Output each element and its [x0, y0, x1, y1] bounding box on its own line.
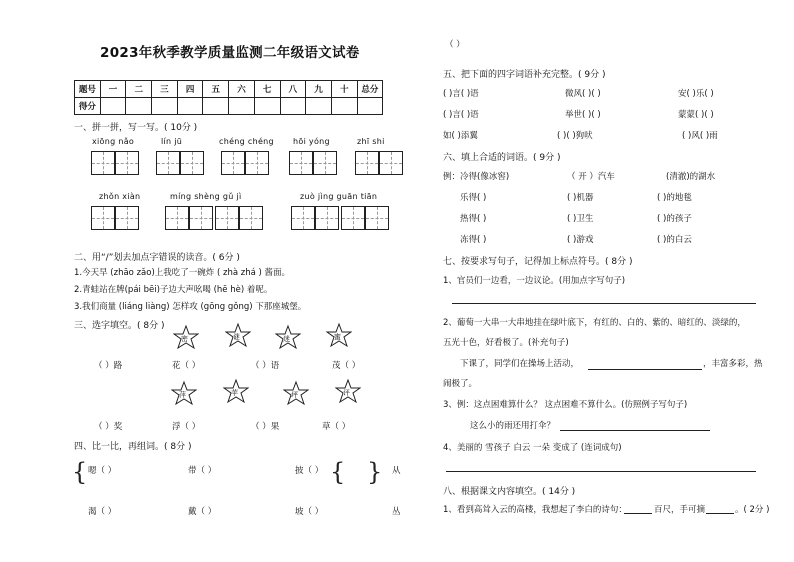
fill-blank[interactable]: 花（ ） — [172, 361, 201, 371]
question-line: 1、看到高耸入云的高楼，我想起了李白的诗句： — [443, 505, 627, 515]
idiom-blank[interactable]: 如( )添翼 — [443, 131, 478, 141]
score-row-label: 得分 — [75, 98, 101, 115]
writing-box[interactable] — [165, 206, 189, 230]
score-header-cell: 总分 — [357, 81, 383, 98]
question-line: 3.我们商量 (liáng liàng) 怎样攻 (gōng gǒng) 下那座城堡。 — [74, 302, 307, 312]
fill-blank[interactable]: 浮（ ） — [172, 422, 201, 432]
score-cell[interactable] — [203, 98, 229, 115]
writing-box[interactable] — [221, 151, 245, 175]
compare-item[interactable]: 戴（ ） — [188, 507, 217, 517]
score-header-cell: 七 — [254, 81, 280, 98]
fill-blank[interactable]: （ ）路 — [94, 361, 123, 371]
score-table — [74, 80, 383, 115]
word-blank[interactable]: ( )的孩子 — [657, 214, 692, 224]
writing-box[interactable] — [289, 151, 313, 175]
word-blank[interactable]: ( )的地毯 — [657, 193, 692, 203]
question-line: 下课了，同学们在操场上活动， — [460, 359, 580, 369]
fill-blank[interactable]: 茂（ ） — [332, 361, 361, 371]
score-header-cell: 十 — [331, 81, 357, 98]
word-blank[interactable]: ( )卫生 — [567, 214, 594, 224]
pinyin-label: lín jū — [161, 137, 183, 146]
writing-box[interactable] — [341, 206, 365, 230]
writing-box[interactable] — [91, 151, 115, 175]
answer-line[interactable] — [706, 513, 734, 514]
writing-box[interactable] — [313, 151, 337, 175]
fill-blank[interactable]: （ ）语 — [251, 361, 280, 371]
compare-item[interactable]: 披（ ） — [295, 466, 324, 476]
example-text: （ 开 ）汽车 — [567, 172, 615, 182]
writing-box[interactable] — [189, 206, 213, 230]
star-char: 迷 — [283, 335, 290, 343]
question-line: 2.青蛙站在牌(pái bēi)子边大声吆喝 (hē hè) 着呢。 — [74, 285, 273, 295]
compare-item: 从 — [392, 466, 401, 476]
fill-blank[interactable]: 草（ ） — [322, 422, 351, 432]
star-char: 坪 — [291, 391, 298, 399]
answer-line[interactable] — [588, 369, 702, 370]
star-char: 谜 — [233, 333, 240, 341]
writing-box[interactable] — [115, 206, 139, 230]
idiom-blank[interactable]: 安( )乐( ) — [678, 89, 714, 99]
question-line: 这么小的雨还用打伞？ — [470, 421, 556, 431]
answer-line[interactable] — [560, 430, 710, 431]
question-line: 闹极了。 — [443, 379, 478, 389]
idiom-blank[interactable]: ( )风( )雨 — [682, 131, 718, 141]
answer-line[interactable] — [446, 471, 756, 472]
score-cell[interactable] — [152, 98, 178, 115]
question-line: 。( 2分 ) — [735, 505, 770, 515]
idiom-blank[interactable]: ( )言( )语 — [443, 110, 479, 120]
star-char: 萍 — [179, 391, 186, 399]
idiom-blank[interactable]: 举世( )( ) — [565, 110, 601, 120]
score-header-cell: 九 — [306, 81, 332, 98]
answer-line[interactable] — [624, 513, 652, 514]
example-text: (清澈)的湖水 — [666, 172, 716, 182]
section-3-heading: 三、选字填空。( 8分 ) — [74, 321, 165, 331]
question-line: ，丰富多彩，热 — [703, 359, 763, 369]
writing-box[interactable] — [239, 206, 263, 230]
score-cell[interactable] — [331, 98, 357, 115]
score-cell[interactable] — [229, 98, 255, 115]
word-blank[interactable]: ( )游戏 — [567, 235, 594, 245]
pinyin-label: hōi yóng — [293, 137, 330, 146]
word-blank[interactable]: ( )机器 — [567, 193, 594, 203]
word-blank[interactable]: 乐得( ) — [460, 193, 487, 203]
score-header-cell: 二 — [126, 81, 152, 98]
fill-blank[interactable]: （ ） — [445, 40, 465, 50]
score-header-cell: 六 — [229, 81, 255, 98]
example-text: 例：冷得(像冰窖) — [443, 172, 510, 182]
question-line: 3、例：这点困难算什么？ 这点困难不算什么。(仿照例子写句子) — [443, 400, 688, 410]
star-char: 苹 — [231, 389, 238, 397]
score-header-cell: 四 — [177, 81, 203, 98]
question-line: 1.今天早 (zhāo zǎo)上我吃了一碗炸 ( zhà zhá ) 酱面。 — [74, 268, 291, 278]
idiom-blank[interactable]: 微风( )( ) — [565, 89, 601, 99]
word-blank[interactable]: 热得( ) — [460, 214, 487, 224]
score-header-cell: 一 — [100, 81, 126, 98]
writing-box[interactable] — [355, 151, 379, 175]
score-cell[interactable] — [357, 98, 383, 115]
star-char: 评 — [343, 389, 350, 397]
word-blank[interactable]: 冻得( ) — [460, 235, 487, 245]
question-line: 2、葡萄一大串一大串地挂在绿叶底下，有红的、白的、紫的、暗红的、淡绿的， — [443, 318, 746, 328]
writing-box[interactable] — [91, 206, 115, 230]
pinyin-label: chéng chéng — [219, 137, 274, 146]
question-line: 1、官员们一边看，一边议论。(用加点字写句子) — [443, 276, 626, 286]
brace-icon: } — [367, 458, 383, 486]
brace-icon: { — [72, 458, 88, 486]
fill-blank[interactable]: （ ）奖 — [94, 422, 123, 432]
section-8-heading: 八、根据课文内容填空。( 14分 ) — [443, 487, 576, 497]
score-cell[interactable] — [254, 98, 280, 115]
score-cell[interactable] — [126, 98, 152, 115]
idiom-blank[interactable]: ( )言( )语 — [443, 89, 479, 99]
idiom-blank[interactable]: 蒙蒙( )( ) — [678, 110, 714, 120]
star-char: 密 — [181, 335, 188, 343]
star-char: 蜜 — [334, 333, 341, 341]
section-2-heading: 二、用“/”划去加点字错误的读音。( 6分 ) — [74, 253, 240, 263]
writing-box[interactable] — [315, 206, 339, 230]
score-cell[interactable] — [100, 98, 126, 115]
compare-item[interactable]: 渴（ ） — [88, 507, 117, 517]
writing-box[interactable] — [379, 151, 403, 175]
section-6-heading: 六、填上合适的词语。( 9分 ) — [443, 153, 561, 163]
writing-box[interactable] — [245, 151, 269, 175]
word-blank[interactable]: ( )的白云 — [657, 235, 692, 245]
compare-item[interactable]: 带（ ） — [188, 466, 217, 476]
page-title: 2023年秋季教学质量监测二年级语文试卷 — [100, 45, 360, 61]
section-7-heading: 七、按要求写句子，记得加上标点符号。( 8分 ) — [443, 257, 633, 267]
question-line: 五光十色，好看极了。(补充句子) — [443, 338, 569, 348]
writing-box[interactable] — [156, 151, 180, 175]
brace-icon: { — [330, 458, 346, 486]
question-line: 百尺，手可摘 — [654, 505, 706, 515]
fill-blank[interactable]: （ ）果 — [251, 422, 280, 432]
compare-item: 丛 — [392, 507, 401, 517]
pinyin-label: míng shèng gǔ jì — [170, 192, 242, 201]
compare-item[interactable]: 坡（ ） — [295, 507, 324, 517]
section-1-heading: 一、拼一拼，写一写。( 10分 ) — [74, 123, 198, 133]
score-header-cell: 题号 — [75, 81, 101, 98]
compare-item[interactable]: 嗯（ ） — [88, 466, 117, 476]
pinyin-label: zuò jìng guān tiān — [300, 192, 378, 201]
idiom-blank[interactable]: ( )( )狗吠 — [557, 131, 593, 141]
score-header-cell: 八 — [280, 81, 306, 98]
section-5-heading: 五、把下面的四字词语补充完整。( 9分 ) — [443, 70, 606, 80]
score-cell[interactable] — [306, 98, 332, 115]
pinyin-label: zhǒn xiàn — [99, 192, 141, 201]
score-table-header-row — [75, 81, 383, 98]
answer-line[interactable] — [452, 303, 756, 304]
section-4-heading: 四、比一比，再组词。( 8分 ) — [74, 442, 192, 452]
score-cell[interactable] — [177, 98, 203, 115]
pinyin-label: zhī shi — [357, 137, 385, 146]
writing-box[interactable] — [180, 151, 204, 175]
writing-box[interactable] — [291, 206, 315, 230]
pinyin-label: xiōng nǎo — [92, 137, 135, 146]
writing-box[interactable] — [365, 206, 389, 230]
question-line: 4、美丽的 雪孩子 白云 一朵 变成了 (连词成句) — [443, 443, 622, 453]
score-cell[interactable] — [280, 98, 306, 115]
writing-box[interactable] — [215, 206, 239, 230]
writing-box[interactable] — [115, 151, 139, 175]
score-table-score-row — [75, 98, 383, 115]
score-header-cell: 五 — [203, 81, 229, 98]
score-header-cell: 三 — [152, 81, 178, 98]
